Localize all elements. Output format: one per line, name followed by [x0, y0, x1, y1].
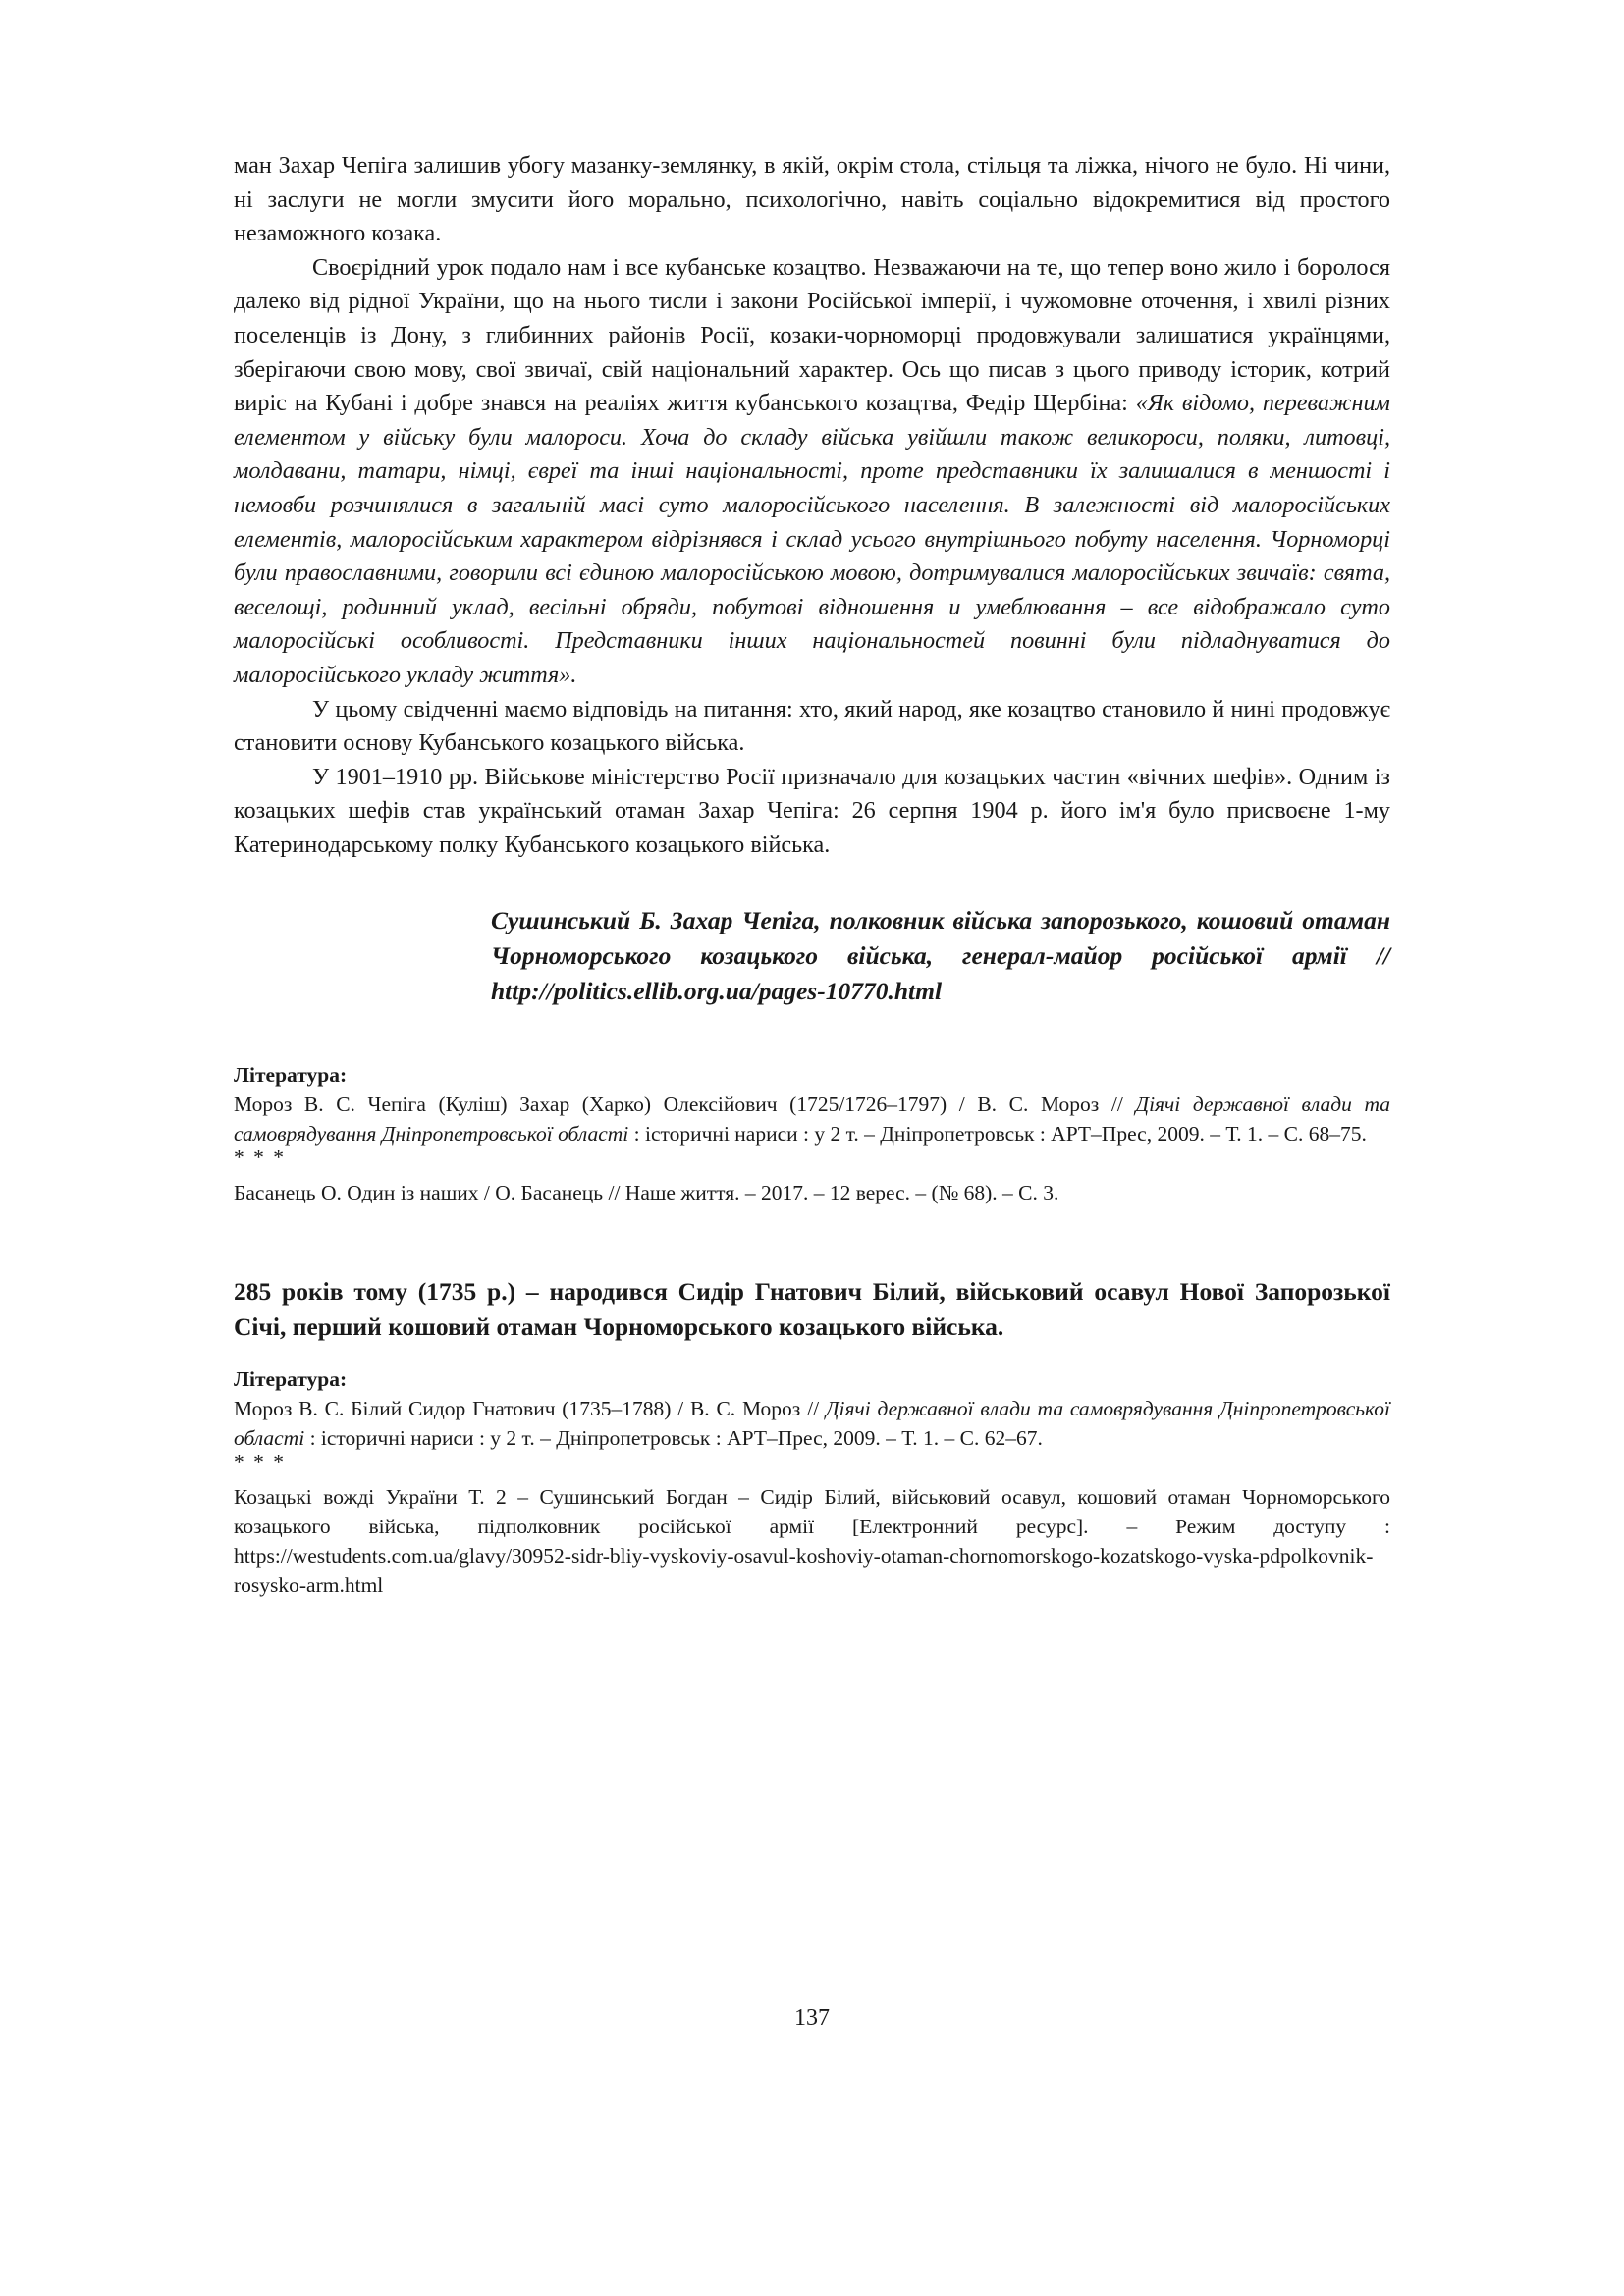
source-citation: Сушинський Б. Захар Чепіга, полковник війська запорозького, кошовий отаман Чорноморського козацького війська, генерал-майор російської армії // http://politics.ellib.org.ua/pages-10770.html [491, 906, 1390, 1006]
entry-author: Мороз В. С. Чепіга (Куліш) Захар (Харко) Олексійович (1725/1726–1797) / В. С. Мороз // [234, 1093, 1136, 1117]
section-heading: 285 років тому (1735 р.) – народився Сидір Гнатович Білий, військовий осавул Нової Запорозької Січі, перший кошовий отаман Чорноморського козацького війська. [234, 1277, 1390, 1342]
literature-section-2 [234, 1364, 1390, 1600]
separator: * * * [234, 1146, 286, 1170]
entry-title: Діячі державної влади та самоврядування Дніпропетровської області [234, 1397, 1391, 1451]
paragraph-4: У 1901–1910 рр. Військове міністерство Росії призначало для козацьких частин «вічних шефів». Одним із козацьких шефів став український отаман Захар Чепіга: 26 серпня 1904 р. його ім'я було присвоєне 1-му Катеринодарському полку Кубанського козацького війська. [234, 763, 1390, 858]
literature-entry: Басанець О. Один із наших / О. Басанець // Наше життя. – 2017. – 12 верес. – (№ 68). – С. 3. [234, 1181, 1059, 1205]
paragraph-2 [234, 251, 1390, 693]
paragraph-1: ман Захар Чепіга залишив убогу мазанку-землянку, в якій, окрім стола, стільця та ліжка, нічого не було. Ні чини, ні заслуги не могли змусити його морально, психологічно, навіть соціально відокремитися від простого незаможного козака. [234, 152, 1390, 247]
entry-author: Мороз В. С. Білий Сидор Гнатович (1735–1788) / В. С. Мороз // [234, 1397, 826, 1421]
separator: * * * [234, 1450, 286, 1474]
page-number: 137 [794, 2005, 830, 2031]
paragraph-2-text: Своєрідний урок подало нам і все кубанське козацтво. Незважаючи на те, що тепер воно жило і боролося далеко від рідної України, що на нього тисли і закони Російської імперії, і чужомовне оточення, і хвилі різних поселенців із Дону, з глибинних районів Росії, козаки-чорноморці продовжували залишатися українцями, зберігаючи свою мову, свої звичаї, свій національний характер. Ось що писав з цього приводу історик, котрий виріс на Кубані і добре знався на реаліях життя кубанського козацтва, Федір Щербіна: [234, 253, 1390, 417]
paragraph-2-quote: «Як відомо, переважним елементом у війську були малороси. Хоча до складу війська увійшли також великороси, поляки, литовці, молдавани, татари, німці, євреї та інші національності, проте представники їх залишалися в меншості і немовби розчинялися в загальній масі суто малоросійського населення. В залежності від малоросійських елементів, малоросійським характером відрізнявся і склад усього внутрішнього побуту населення. Чорноморці були православними, говорили всі єдиною малоросійською мовою, дотримувалися малоросійських звичаїв: свята, веселощі, родинний уклад, весільні обряди, побутові відношення и умеблювання – все відображало суто малоросійські особливості. Представники інших національностей повинні були підладнуватися до малоросійського укладу життя». [234, 390, 1390, 688]
entry-details: : історичні нариси : у 2 т. – Дніпропетровськ : АРТ–Прес, 2009. – Т. 1. – С. 68–75. [628, 1122, 1367, 1147]
literature-entry [234, 1090, 1390, 1148]
literature-entry: Козацькі вожді України Т. 2 – Сушинський Богдан – Сидір Білий, військовий осавул, кошовий отаман Чорноморського козацького війська, підполковник російської армії [Електронний ресурс]. – Режим доступу : https://westudents.com.ua/glavy/30952-sidr-bliy-vyskoviy-osavul-koshoviy-otaman-chornomorskogo-kozatskogo-vyska-pdpolkovnik-rosysko-arm.html [234, 1485, 1390, 1598]
entry-details: : історичні нариси : у 2 т. – Дніпропетровськ : АРТ–Прес, 2009. – Т. 1. – С. 62–67. [304, 1426, 1043, 1451]
paragraph-3: У цьому свідченні маємо відповідь на питання: хто, який народ, яке козацтво становило й нині продовжує становити основу Кубанського козацького війська. [234, 695, 1390, 757]
entry-title: Діячі державної влади та самоврядування Дніпропетровської області [234, 1093, 1390, 1147]
literature-entry [234, 1394, 1390, 1453]
document-page [234, 149, 1390, 1600]
literature-heading: Література: [234, 1063, 348, 1088]
literature-heading: Література: [234, 1367, 348, 1392]
literature-section-1 [234, 1060, 1390, 1207]
